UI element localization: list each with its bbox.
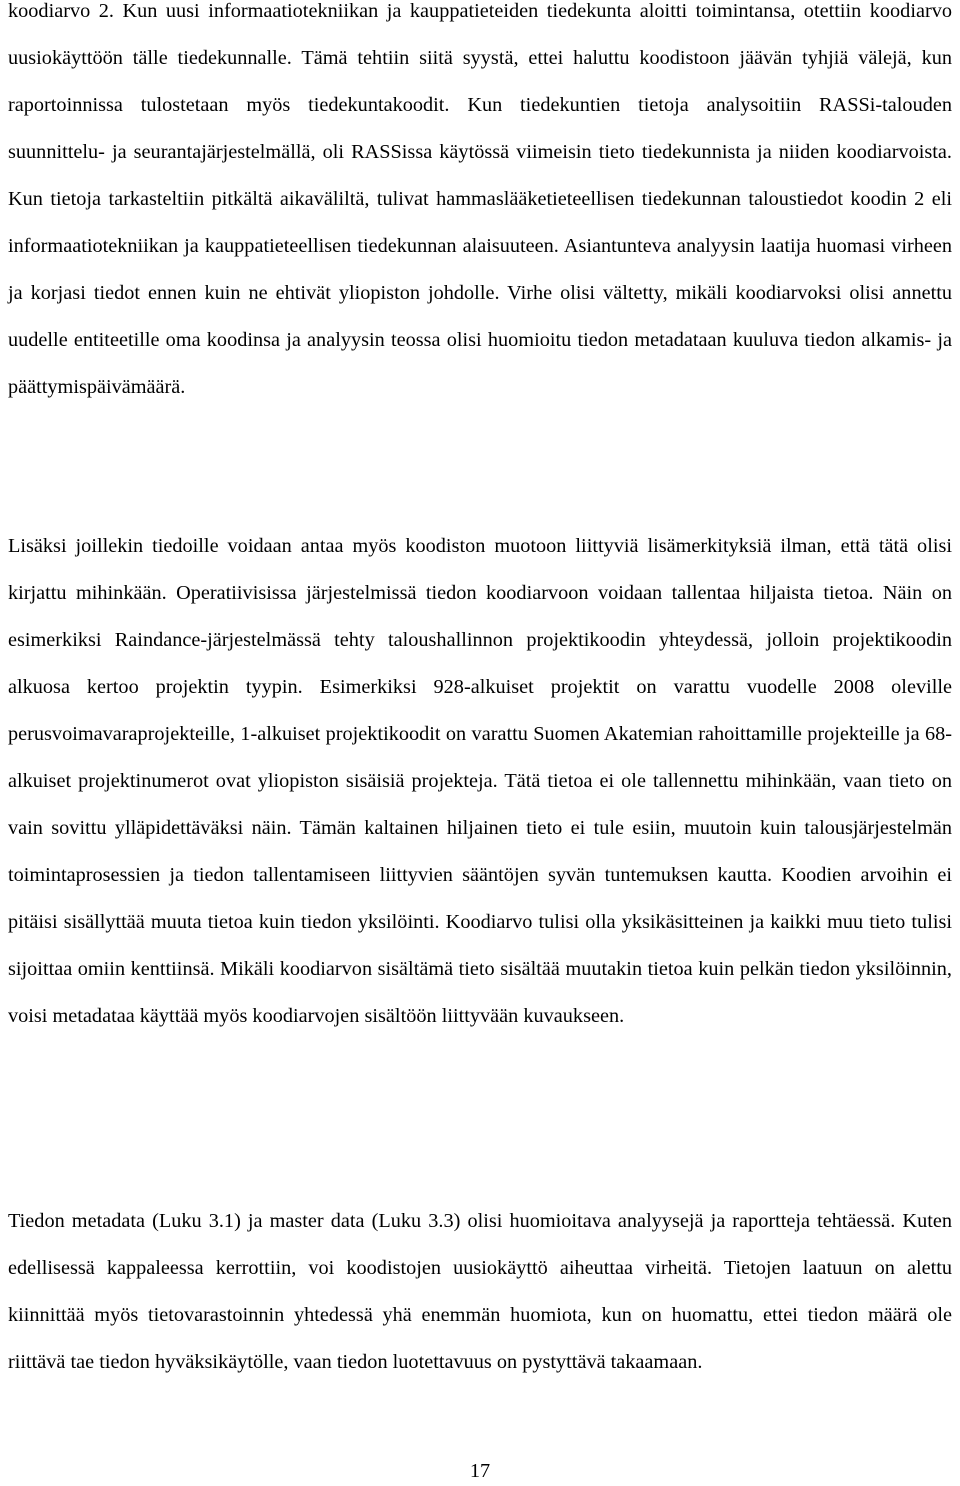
body-paragraph-3: Tiedon metadata (Luku 3.1) ja master data (Luku 3.3) olisi huomioitava analyysejä ja raportteja tehtäessä. Kuten edellisessä kappaleessa kerrottiin, voi koodistojen uusiokäyttö aiheuttaa virheitä. Tietojen laatuun on alettu kiinnittää myös tietovarastoinnin yhtedessä yhä enemmän huomiota, kun on huomattu, ettei tiedon määrä ole riittävä tae tiedon hyväksikäytölle, vaan tiedon luotettavuus on pystyttävä takaamaan. (8, 1210, 952, 1373)
body-paragraph-2: Lisäksi joillekin tiedoille voidaan antaa myös koodiston muotoon liittyviä lisämerkityksiä ilman, että tätä olisi kirjattu mihinkään. Operatiivisissa järjestelmissä tiedon koodiarvoon voidaan tallentaa hiljaista tietoa. Näin on esimerkiksi Raindance-järjestelmässä tehty taloushallinnon projektikoodin yhteydessä, jolloin projektikoodin alkuosa kertoo projektin tyypin. Esimerkiksi 928-alkuiset projektit on varattu vuodelle 2008 oleville perusvoimavaraprojekteille, 1-alkuiset projektikoodit on varattu Suomen Akatemian rahoittamille projekteille ja 68-alkuiset projektinumerot ovat yliopiston sisäisiä projekteja. Tätä tietoa ei ole tallennettu mihinkään, vaan tieto on vain sovittu ylläpidettäväksi näin. Tämän kaltainen hiljainen tieto ei tule esiin, muutoin kuin talousjärjestelmän toimintaprosessien ja tiedon tallentamiseen liittyvien sääntöjen syvän tuntemuksen kautta. Koodien arvoihin ei pitäisi sisällyttää muuta tietoa kuin tiedon yksilöinti. Koodiarvo tulisi olla yksikäsitteinen ja kaikki muu tieto tulisi sijoittaa omiin kenttiinsä. Mikäli koodiarvon sisältämä tieto sisältää muutakin tietoa kuin pelkän tiedon yksilöinnin, voisi metadataa käyttää myös koodiarvojen sisältöön liittyvään kuvaukseen. (8, 535, 952, 1027)
body-paragraph-1: koodiarvo 2. Kun uusi informaatiotekniikan ja kauppatieteiden tiedekunta aloitti toimintansa, otettiin koodiarvo uusiokäyttöön tälle tiedekunnalle. Tämä tehtiin siitä syystä, ettei haluttu koodistoon jäävän tyhjiä välejä, kun raportoinnissa tulostetaan myös tiedekuntakoodit. Kun tiedekuntien tietoja analysoitiin RASSi-talouden suunnittelu- ja seurantajärjestelmällä, oli RASSissa käytössä viimeisin tieto tiedekunnista ja niiden koodiarvoista. Kun tietoja tarkasteltiin pitkältä aikaväliltä, tulivat hammaslääketieteellisen tiedekunnan taloustiedot koodin 2 eli informaatiotekniikan ja kauppatieteellisen tiedekunnan alaisuuteen. Asiantunteva analyysin laatija huomasi virheen ja korjasi tiedot ennen kuin ne ehtivät yliopiston johdolle. Virhe olisi vältetty, mikäli koodiarvoksi olisi annettu uudelle entiteetille oma koodinsa ja analyysin teossa olisi huomioitu tiedon metadataan kuuluva tiedon alkamis- ja päättymispäivämäärä. (8, 0, 952, 398)
page-number: 17 (469, 1460, 491, 1482)
